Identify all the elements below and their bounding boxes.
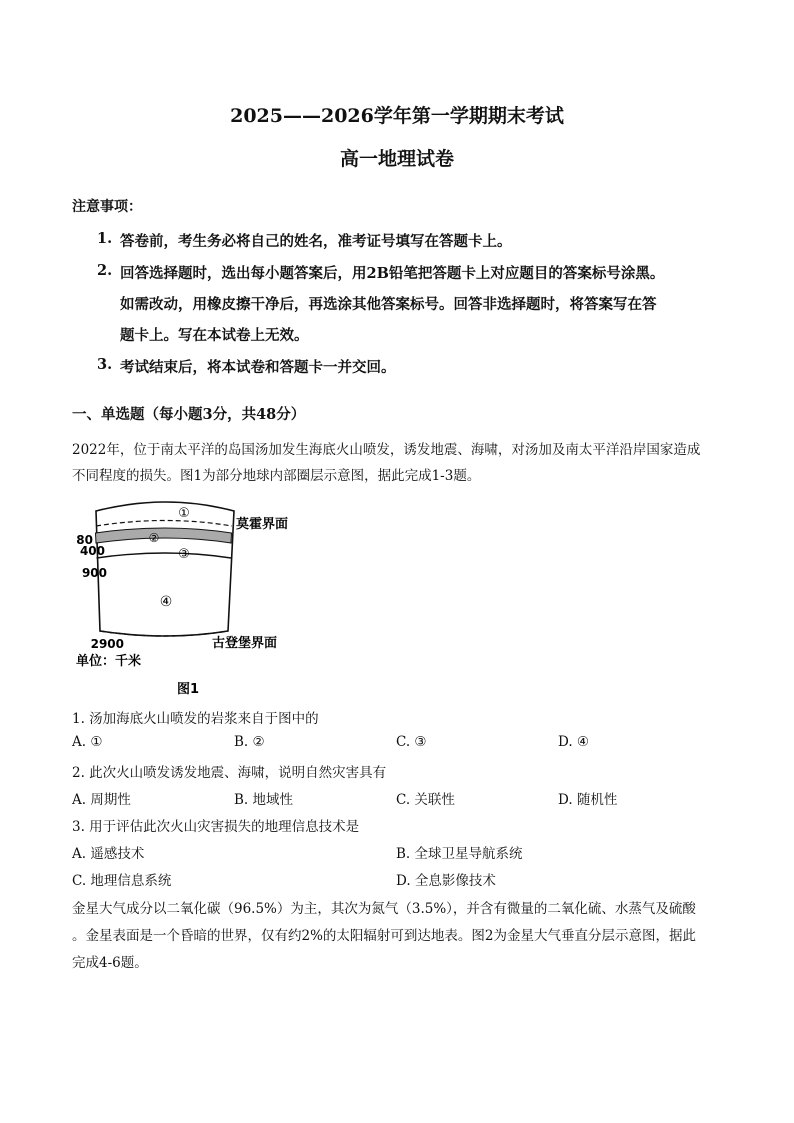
question-3-option-a: A. 遥感技术 xyxy=(72,846,145,862)
question-3-option-d: D. 全息影像技术 xyxy=(396,873,496,889)
notice-item-2-line-3: 题卡上。写在本试卷上无效。 xyxy=(120,327,309,344)
notice-item-text: 答卷前，考生务必将自己的姓名，准考证号填写在答题卡上。 xyxy=(120,233,512,250)
question-1-option-c: C. ③ xyxy=(396,734,427,750)
notice-item-2-line-2: 如需改动，用橡皮擦干净后，再选涂其他答案标号。回答非选择题时，将答案写在答 xyxy=(120,296,657,313)
question-2-option-c: C. 关联性 xyxy=(396,792,455,808)
notice-item-text: 考试结束后，将本试卷和答题卡一并交回。 xyxy=(120,359,396,376)
layer-label-4: ④ xyxy=(159,594,173,610)
passage-line: 完成4-6题。 xyxy=(72,955,148,971)
notice-item-number: 3. xyxy=(97,356,113,373)
question-2-option-b: B. 地域性 xyxy=(234,792,294,808)
passage-line: 。金星表面是一个昏暗的世界，仅有约2%的太阳辐射可到达地表。图2为金星大气垂直分层示意图，据此 xyxy=(72,928,697,944)
passage-line: 不同程度的损失。图1为部分地球内部圈层示意图，据此完成1-3题。 xyxy=(72,468,481,484)
question-1-option-b: B. ② xyxy=(234,734,265,750)
question-1-option-a: A. ① xyxy=(72,734,103,750)
section-heading: 一、单选题（每小题3分，共48分） xyxy=(72,406,306,423)
unit-label: 单位：千米 xyxy=(76,654,142,669)
layer-label-2: ② xyxy=(148,531,160,545)
figure-caption: 图1 xyxy=(176,682,200,697)
gutenberg-boundary-label: 古登堡界面 xyxy=(212,636,278,651)
depth-label-80: 80 xyxy=(76,533,93,547)
passage-line: 金星大气成分以二氧化碳（96.5%）为主，其次为氮气（3.5%），并含有微量的二氧化硫、水蒸气及硫酸 xyxy=(72,901,696,917)
depth-label-2900: 2900 xyxy=(90,637,124,651)
exam-subtitle: 高一地理试卷 xyxy=(339,148,454,170)
question-2-stem: 2. 此次火山喷发诱发地震、海啸，说明自然灾害具有 xyxy=(72,765,387,781)
layer-label-1: ① xyxy=(178,506,190,521)
depth-label-900: 900 xyxy=(81,566,107,580)
notice-item-number: 1. xyxy=(97,230,113,247)
notice-heading: 注意事项： xyxy=(72,199,142,215)
earth-interior-diagram xyxy=(76,497,306,702)
layer-label-3: ③ xyxy=(178,547,190,562)
question-2-option-d: D. 随机性 xyxy=(558,792,618,808)
question-3-stem: 3. 用于评估此次火山灾害损失的地理信息技术是 xyxy=(72,819,360,835)
question-2-option-a: A. 周期性 xyxy=(72,792,131,808)
notice-item-text: 回答选择题时，选出每小题答案后，用2B铅笔把答题卡上对应题目的答案标号涂黑。 xyxy=(120,265,665,282)
question-1-option-d: D. ④ xyxy=(558,734,590,750)
passage-line: 2022年，位于南太平洋的岛国汤加发生海底火山喷发，诱发地震、海啸，对汤加及南太平洋沿岸国家造成 xyxy=(72,442,701,458)
notice-item-number: 2. xyxy=(97,262,113,279)
question-3-option-c: C. 地理信息系统 xyxy=(72,873,172,889)
exam-title: 2025——2026学年第一学期期末考试 xyxy=(230,105,564,127)
moho-boundary-label: 莫霍界面 xyxy=(236,517,289,532)
question-1-stem: 1. 汤加海底火山喷发的岩浆来自于图中的 xyxy=(72,711,319,727)
question-3-option-b: B. 全球卫星导航系统 xyxy=(396,846,523,862)
depth-label-400: 400 xyxy=(79,544,105,558)
